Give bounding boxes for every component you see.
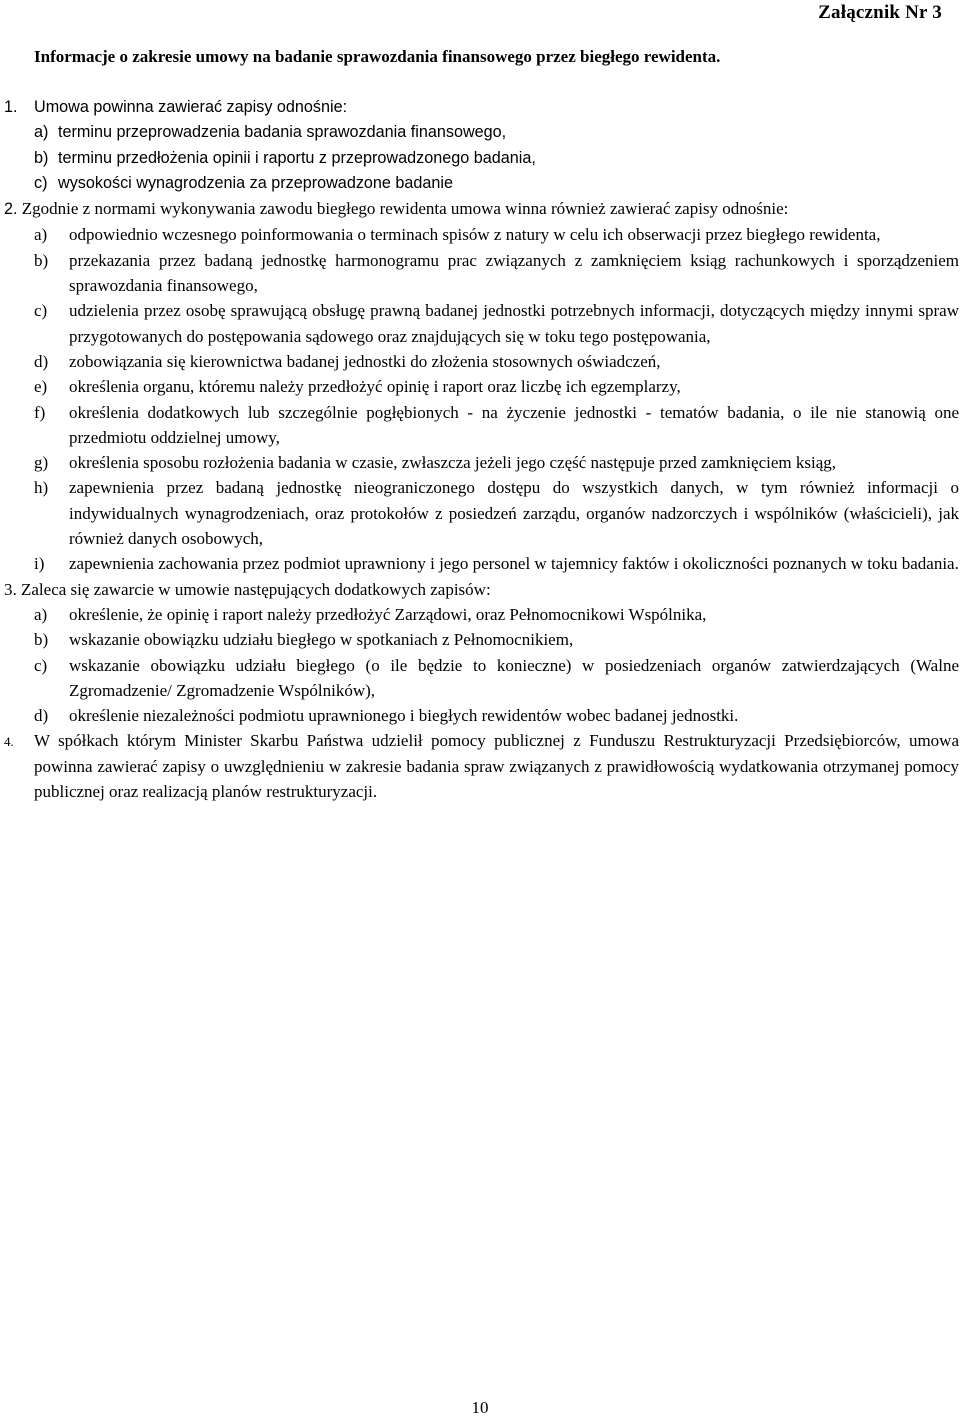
list-item (34, 475, 959, 551)
item-letter: a) (34, 604, 48, 624)
item-text: przekazania przez badaną jednostkę harmonogramu prac związanych z zamknięciem ksiąg rachunkowych i sporządzeniem sprawozdania finansowego, (69, 250, 959, 296)
section-2-heading (4, 196, 959, 222)
item-text: określenie niezależności podmiotu uprawnionego i biegłych rewidentów wobec badanej jednostki. (69, 706, 739, 726)
section-text: W spółkach którym Minister Skarbu Państwa udzielił pomocy publicznej z Funduszu Restrukturyzacji Przedsiębiorców, umowa powinna zawierać zapisy o uwzględnieniu w zakresie badania spraw związanych z prawidłowością wydatkowania otrzymanej pomocy publicznej oraz realizacją planów restrukturyzacji. (34, 731, 959, 802)
section-number: 2. (4, 200, 18, 219)
item-letter: a) (34, 225, 48, 245)
section-4 (4, 728, 959, 804)
list-item (34, 171, 959, 196)
page-number: 10 (471, 1398, 489, 1417)
document-title: Informacje o zakresie umowy na badanie sprawozdania finansowego przez biegłego rewidenta. (34, 47, 721, 66)
list-item (34, 120, 959, 145)
item-letter: c) (34, 655, 48, 675)
section-2 (4, 196, 959, 576)
item-letter: b) (34, 250, 49, 270)
item-letter: d) (34, 706, 49, 726)
item-text: określenia organu, któremu należy przedłożyć opinię i raport oraz liczbę ich egzemplarzy, (69, 377, 681, 397)
item-text: wskazanie obowiązku udziału biegłego w spotkaniach z Pełnomocnikiem, (69, 630, 574, 650)
section-number: 3. (4, 579, 17, 599)
section-1-heading (4, 95, 959, 120)
list-item (34, 602, 959, 627)
section-text-wrapper (4, 577, 959, 602)
list-item (34, 627, 959, 652)
list-item (34, 222, 959, 247)
section-text-wrapper (4, 196, 959, 222)
list-item (34, 653, 959, 704)
item-text: terminu przeprowadzenia badania sprawozdania finansowego, (58, 123, 507, 142)
item-letter: i) (34, 554, 45, 574)
list-item (34, 450, 959, 475)
item-text: określenia dodatkowych lub szczególnie pogłębionych - na życzenie jednostki - tematów badania, o ile nie stanowią one przedmiotu oddzielnej umowy, (69, 402, 959, 447)
list-item (34, 400, 959, 451)
item-letter: c) (34, 173, 48, 192)
item-letter: a) (34, 123, 49, 142)
item-text: udzielenia przez osobę sprawującą obsługę prawną badanej jednostki potrzebnych informacji, dotyczących między innymi spraw przygotowanych do postępowania sądowego oraz znajdujących się w toku tego postępowania, (69, 301, 959, 346)
item-text: zapewnienia przez badaną jednostkę nieograniczonego dostępu do wszystkich danych, w tym również informacji o indywidualnych wynagrodzeniach, oraz protokołów z posiedzeń zarządu, organów nadzorczych i wspólników (właścicieli), jak również danych osobowych, (69, 478, 959, 549)
item-text: określenia sposobu rozłożenia badania w czasie, zwłaszcza jeżeli jego część następuje przed zamknięciem ksiąg, (69, 453, 837, 473)
list-item (34, 298, 959, 349)
section-3-heading (4, 577, 959, 602)
item-letter: f) (34, 402, 46, 422)
item-text: zobowiązania się kierownictwa badanej jednostki do złożenia stosownych oświadczeń, (69, 351, 661, 371)
list-item (34, 703, 959, 728)
annex-label: Załącznik Nr 3 (818, 2, 942, 23)
section-1 (4, 95, 959, 196)
section-4-heading (4, 728, 959, 804)
list-item (34, 551, 959, 576)
item-letter: g) (34, 453, 49, 473)
section-text: Umowa powinna zawierać zapisy odnośnie: (34, 98, 348, 116)
item-letter: c) (34, 301, 48, 321)
item-text: zapewnienia zachowania przez podmiot uprawniony i jego personel w tajemnicy faktów i okoliczności poznanych w toku badania. (69, 554, 959, 574)
item-letter: e) (34, 377, 48, 397)
section-text: Zgodnie z normami wykonywania zawodu biegłego rewidenta umowa winna również zawierać zapisy odnośnie: (21, 199, 789, 219)
section-number: 4. (4, 734, 14, 750)
section-3-list (4, 602, 959, 728)
section-number: 1. (4, 98, 18, 116)
section-1-list (4, 120, 959, 196)
list-item (34, 248, 959, 299)
item-text: terminu przedłożenia opinii i raportu z przeprowadzonego badania, (58, 148, 536, 167)
list-item (34, 146, 959, 171)
list-item (34, 374, 959, 399)
item-text: wysokości wynagrodzenia za przeprowadzone badanie (58, 173, 454, 192)
section-3 (4, 577, 959, 729)
item-letter: b) (34, 630, 49, 650)
section-text: Zaleca się zawarcie w umowie następujących dodatkowych zapisów: (21, 579, 491, 599)
list-item (34, 349, 959, 374)
item-letter: b) (34, 148, 49, 167)
document-body (4, 95, 959, 804)
item-text: wskazanie obowiązku udziału biegłego (o ile będzie to konieczne) w posiedzeniach organów zatwierdzających (Walne Zgromadzenie/ Zgromadzenie Wspólników), (69, 655, 959, 700)
section-2-list (4, 222, 959, 576)
item-text: określenie, że opinię i raport należy przedłożyć Zarządowi, oraz Pełnomocnikowi Wspólnika, (69, 604, 707, 624)
item-letter: h) (34, 478, 49, 498)
item-letter: d) (34, 351, 49, 371)
item-text: odpowiednio wczesnego poinformowania o terminach spisów z natury w celu ich obserwacji przez biegłego rewidenta, (69, 225, 881, 245)
